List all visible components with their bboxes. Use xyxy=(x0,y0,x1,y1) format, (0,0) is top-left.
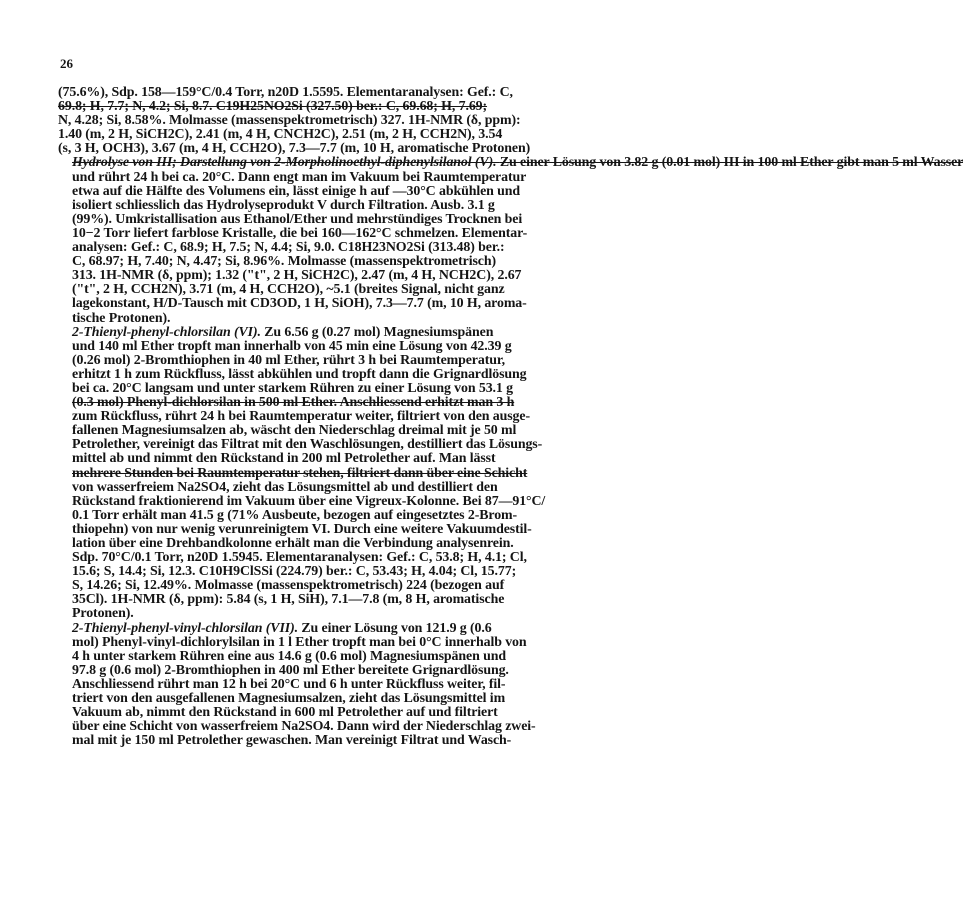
text-line xyxy=(58,86,648,100)
text-line xyxy=(58,537,648,551)
text-line xyxy=(58,100,648,114)
line-text: Vakuum ab, nimmt den Rückstand in 600 ml Petrolether auf und filtriert xyxy=(72,705,498,721)
text-line xyxy=(58,410,648,424)
text-line xyxy=(58,452,648,466)
text-line xyxy=(58,424,648,438)
paragraph xyxy=(58,622,648,749)
line-text: N, 4.28; Si, 8.58%. Molmasse (massenspektrometrisch) 327. 1H-NMR (δ, ppm): xyxy=(58,113,521,129)
line-text: Zu 6.56 g (0.27 mol) Magnesiumspänen xyxy=(264,324,494,340)
line-text: 35Cl). 1H-NMR (δ, ppm): 5.84 (s, 1 H, SiH), 7.1—7.8 (m, 8 H, aromatische xyxy=(72,592,505,608)
line-text: (99%). Umkristallisation aus Ethanol/Ether und mehrstündiges Trocknen bei xyxy=(72,211,523,227)
line-text: Zu einer Lösung von 3.82 g (0.01 mol) III in 100 ml Ether gibt man 5 ml Wasser xyxy=(499,155,963,171)
line-text: Anschliessend rührt man 12 h bei 20°C und 6 h unter Rückfluss weiter, fil- xyxy=(72,676,506,692)
text-line xyxy=(58,326,648,340)
text-line xyxy=(58,467,648,481)
text-line xyxy=(58,128,648,142)
text-line xyxy=(58,607,648,621)
line-text: S, 14.26; Si, 12.49%. Molmasse (massenspektrometrisch) 224 (bezogen auf xyxy=(72,578,505,594)
line-text: 313. 1H-NMR (δ, ppm); 1.32 ("t", 2 H, SiCH2C), 2.47 (m, 4 H, NCH2C), 2.67 xyxy=(72,268,522,284)
line-text: mittel ab und nimmt den Rückstand in 200 ml Petrolether auf. Man lässt xyxy=(72,451,496,467)
line-text: mal mit je 150 ml Petrolether gewaschen. Man vereinigt Filtrat und Wasch- xyxy=(72,733,512,749)
line-text: von wasserfreiem Na2SO4, zieht das Lösungsmittel ab und destilliert den xyxy=(72,479,498,495)
section-heading: 2-Thienyl-phenyl-vinyl-chlorsilan (VII). xyxy=(72,620,298,636)
line-text: zum Rückfluss, rührt 24 h bei Raumtemperatur weiter, filtriert von den ausge- xyxy=(72,409,530,425)
text-line xyxy=(58,720,648,734)
line-text: thiopehn) von nur wenig verunreinigtem VI. Durch eine weitere Vakuumdestil- xyxy=(72,521,532,537)
text-line xyxy=(58,340,648,354)
line-text: 69.8; H, 7.7; N, 4.2; Si, 8.7. C19H25NO2Si (327.50) ber.: C, 69.68; H, 7.69; xyxy=(58,99,488,115)
line-text: (0.3 mol) Phenyl-dichlorsilan in 500 ml Ether. Anschliessend erhitzt man 3 h xyxy=(72,395,515,411)
line-text: erhitzt 1 h zum Rückfluss, lässt abkühlen und tropft dann die Grignardlösung xyxy=(72,366,527,382)
line-text: 10−2 Torr liefert farblose Kristalle, die bei 160—162°C schmelzen. Elementar- xyxy=(72,225,528,241)
line-text: 4 h unter starkem Rühren eine aus 14.6 g (0.6 mol) Magnesiumspänen und xyxy=(72,648,506,664)
line-text: 15.6; S, 14.4; Si, 12.3. C10H9ClSSi (224.79) ber.: C, 53.43; H, 4.04; Cl, 15.77; xyxy=(72,564,517,580)
line-text: Sdp. 70°C/0.1 Torr, n20D 1.5945. Elementaranalysen: Gef.: C, 53.8; H, 4.1; Cl, xyxy=(72,550,527,566)
line-text: analysen: Gef.: C, 68.9; H, 7.5; N, 4.4; Si, 9.0. C18H23NO2Si (313.48) ber.: xyxy=(72,240,505,256)
line-text: Zu einer Lösung von 121.9 g (0.6 xyxy=(301,620,492,636)
line-text: Rückstand fraktionierend im Vakuum über eine Vigreux-Kolonne. Bei 87—91°C/ xyxy=(72,493,546,509)
text-line xyxy=(58,650,648,664)
text-line xyxy=(58,509,648,523)
section-heading: Hydrolyse von III; Darstellung von 2-Morpholinoethyl-diphenylsilanol (V). xyxy=(72,155,497,171)
text-line xyxy=(58,481,648,495)
line-text: lation über eine Drehbandkolonne erhält man die Verbindung analysenrein. xyxy=(72,536,514,551)
text-line xyxy=(58,142,648,156)
line-text: mol) Phenyl-vinyl-dichlorylsilan in 1 l Ether tropft man bei 0°C innerhalb von xyxy=(72,634,527,650)
text-line xyxy=(58,565,648,579)
text-line xyxy=(58,706,648,720)
text-line xyxy=(58,269,648,283)
line-text: und 140 ml Ether tropft man innerhalb von 45 min eine Lösung von 42.39 g xyxy=(72,338,512,354)
text-line xyxy=(58,155,963,171)
paragraph xyxy=(58,326,648,622)
text-line xyxy=(58,312,648,326)
text-line xyxy=(58,114,648,128)
line-text: 97.8 g (0.6 mol) 2-Bromthiophen in 400 ml Ether bereitete Grignardlösung. xyxy=(72,662,509,678)
text-line xyxy=(58,368,648,382)
text-line xyxy=(58,199,648,213)
text-line xyxy=(58,523,648,537)
text-line xyxy=(58,622,648,636)
line-text: tische Protonen). xyxy=(72,310,171,326)
text-line xyxy=(58,255,648,269)
paragraph xyxy=(58,86,648,156)
text-line xyxy=(58,438,648,452)
body-text xyxy=(58,85,963,749)
line-text: (0.26 mol) 2-Bromthiophen in 40 ml Ether, rührt 3 h bei Raumtemperatur, xyxy=(72,352,506,368)
text-line xyxy=(58,171,648,185)
text-line xyxy=(58,213,648,227)
text-line xyxy=(58,636,648,650)
text-line xyxy=(58,297,648,311)
line-text: triert von den ausgefallenen Magnesiumsalzen, zieht das Lösungsmittel im xyxy=(72,691,506,707)
text-line xyxy=(58,396,648,410)
line-text: isoliert schliesslich das Hydrolyseprodukt V durch Filtration. Ausb. 3.1 g xyxy=(72,197,495,213)
line-text: C, 68.97; H, 7.40; N, 4.47; Si, 8.96%. Molmasse (massenspektrometrisch) xyxy=(72,254,496,270)
line-text: ("t", 2 H, CCH2N), 3.71 (m, 4 H, CCH2O), ~5.1 (breites Signal, nicht ganz xyxy=(72,282,505,298)
text-line xyxy=(58,241,648,255)
line-text: mehrere Stunden bei Raumtemperatur stehen, filtriert dann über eine Schicht xyxy=(72,465,528,481)
line-text: Petrolether, vereinigt das Filtrat mit den Waschlösungen, destilliert das Lösungs- xyxy=(72,437,543,453)
line-text: über eine Schicht von wasserfreiem Na2SO4. Dann wird der Niederschlag zwei- xyxy=(72,719,536,735)
line-text: Protonen). xyxy=(72,606,134,622)
line-text: (s, 3 H, OCH3), 3.67 (m, 4 H, CCH2O), 7.3—7.7 (m, 10 H, aromatische Protonen) xyxy=(58,141,531,157)
text-line xyxy=(58,678,648,692)
text-line xyxy=(58,692,648,706)
line-text: und rührt 24 h bei ca. 20°C. Dann engt man im Vakuum bei Raumtemperatur xyxy=(72,169,527,185)
text-line xyxy=(58,354,648,368)
line-text: 0.1 Torr erhält man 41.5 g (71% Ausbeute, bezogen auf eingesetztes 2-Brom- xyxy=(72,507,518,523)
text-line xyxy=(58,579,648,593)
text-line xyxy=(58,382,648,396)
line-text: (75.6%), Sdp. 158—159°C/0.4 Torr, n20D 1.5595. Elementaranalysen: Gef.: C, xyxy=(58,85,513,100)
text-line xyxy=(58,734,648,748)
line-text: 1.40 (m, 2 H, SiCH2C), 2.41 (m, 4 H, CNCH2C), 2.51 (m, 2 H, CCH2N), 3.54 xyxy=(58,127,503,143)
section-heading: 2-Thienyl-phenyl-chlorsilan (VI). xyxy=(72,324,261,340)
line-text: lagekonstant, H/D-Tausch mit CD3OD, 1 H, SiOH), 7.3—7.7 (m, 10 H, aroma- xyxy=(72,296,527,312)
line-text: bei ca. 20°C langsam und unter starkem Rühren zu einer Lösung von 53.1 g xyxy=(72,380,513,396)
line-text: fallenen Magnesiumsalzen ab, wäscht den Niederschlag dreimal mit je 50 ml xyxy=(72,423,517,439)
line-text: etwa auf die Hälfte des Volumens ein, lässt einige h auf —30°C abkühlen und xyxy=(72,183,521,199)
text-line xyxy=(58,495,648,509)
text-line xyxy=(58,227,648,241)
text-line xyxy=(58,593,648,607)
text-line xyxy=(58,283,648,297)
page-number: 26 xyxy=(60,56,73,71)
paragraph xyxy=(58,155,963,326)
text-line xyxy=(58,664,648,678)
text-line xyxy=(58,185,648,199)
text-line xyxy=(58,551,648,565)
